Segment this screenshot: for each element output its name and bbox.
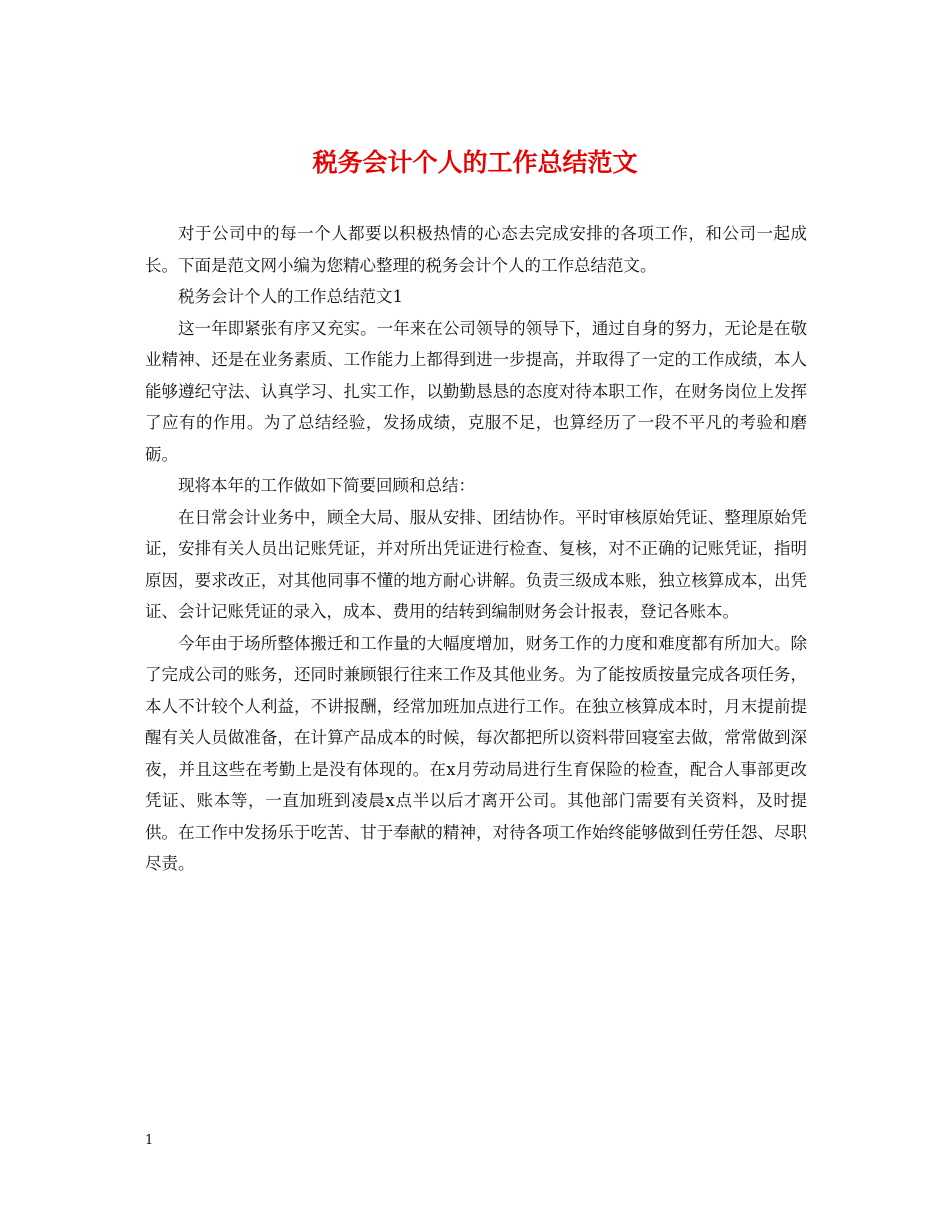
paragraph-intro: 对于公司中的每一个人都要以积极热情的心态去完成安排的各项工作，和公司一起成长。下面是范文网小编为您精心整理的税务会计个人的工作总结范文。	[145, 224, 807, 275]
paragraph: 现将本年的工作做如下简要回顾和总结：	[178, 476, 475, 495]
paragraph: 今年由于场所整体搬迁和工作量的大幅度增加，财务工作的力度和难度都有所加大。除了完成公司的账务，还同时兼顾银行往来工作及其他业务。为了能按质按量完成各项任务，本人不计较个人利益，不讲报酬，经常加班加点进行工作。在独立核算成本时，月末提前提醒有关人员做准备，在计算产品成本的时候，每次都把所以资料带回寝室去做，常常做到深夜，并且这些在考勤上是没有体现的。在x月劳动局进行生育保险的检查，配合人事部更改凭证、账本等，一直加班到凌晨x点半以后才离开公司。其他部门需要有关资料，及时提供。在工作中发扬乐于吃苦、甘于奉献的精神，对待各项工作始终能够做到任劳任怨、尽职尽责。	[145, 633, 807, 873]
paragraph: 这一年即紧张有序又充实。一年来在公司领导的领导下，通过自身的努力，无论是在敬业精神、还是在业务素质、工作能力上都得到进一步提高，并取得了一定的工作成绩，本人能够遵纪守法、认真学习、扎实工作，以勤勤恳恳的态度对待本职工作，在财务岗位上发挥了应有的作用。为了总结经验，发扬成绩，克服不足，也算经历了一段不平凡的考验和磨砺。	[145, 318, 807, 464]
paragraph: 在日常会计业务中，顾全大局、服从安排、团结协作。平时审核原始凭证、整理原始凭证，安排有关人员出记账凭证，并对所出凭证进行检查、复核，对不正确的记账凭证，指明原因，要求改正，对其他同事不懂的地方耐心讲解。负责三级成本账，独立核算成本，出凭证、会计记账凭证的录入，成本、费用的结转到编制财务会计报表，登记各账本。	[145, 507, 807, 621]
document-body	[145, 218, 807, 880]
document-title: 税务会计个人的工作总结范文	[312, 148, 638, 177]
page-number: 1	[145, 1133, 154, 1148]
section-heading: 税务会计个人的工作总结范文1	[178, 287, 403, 306]
